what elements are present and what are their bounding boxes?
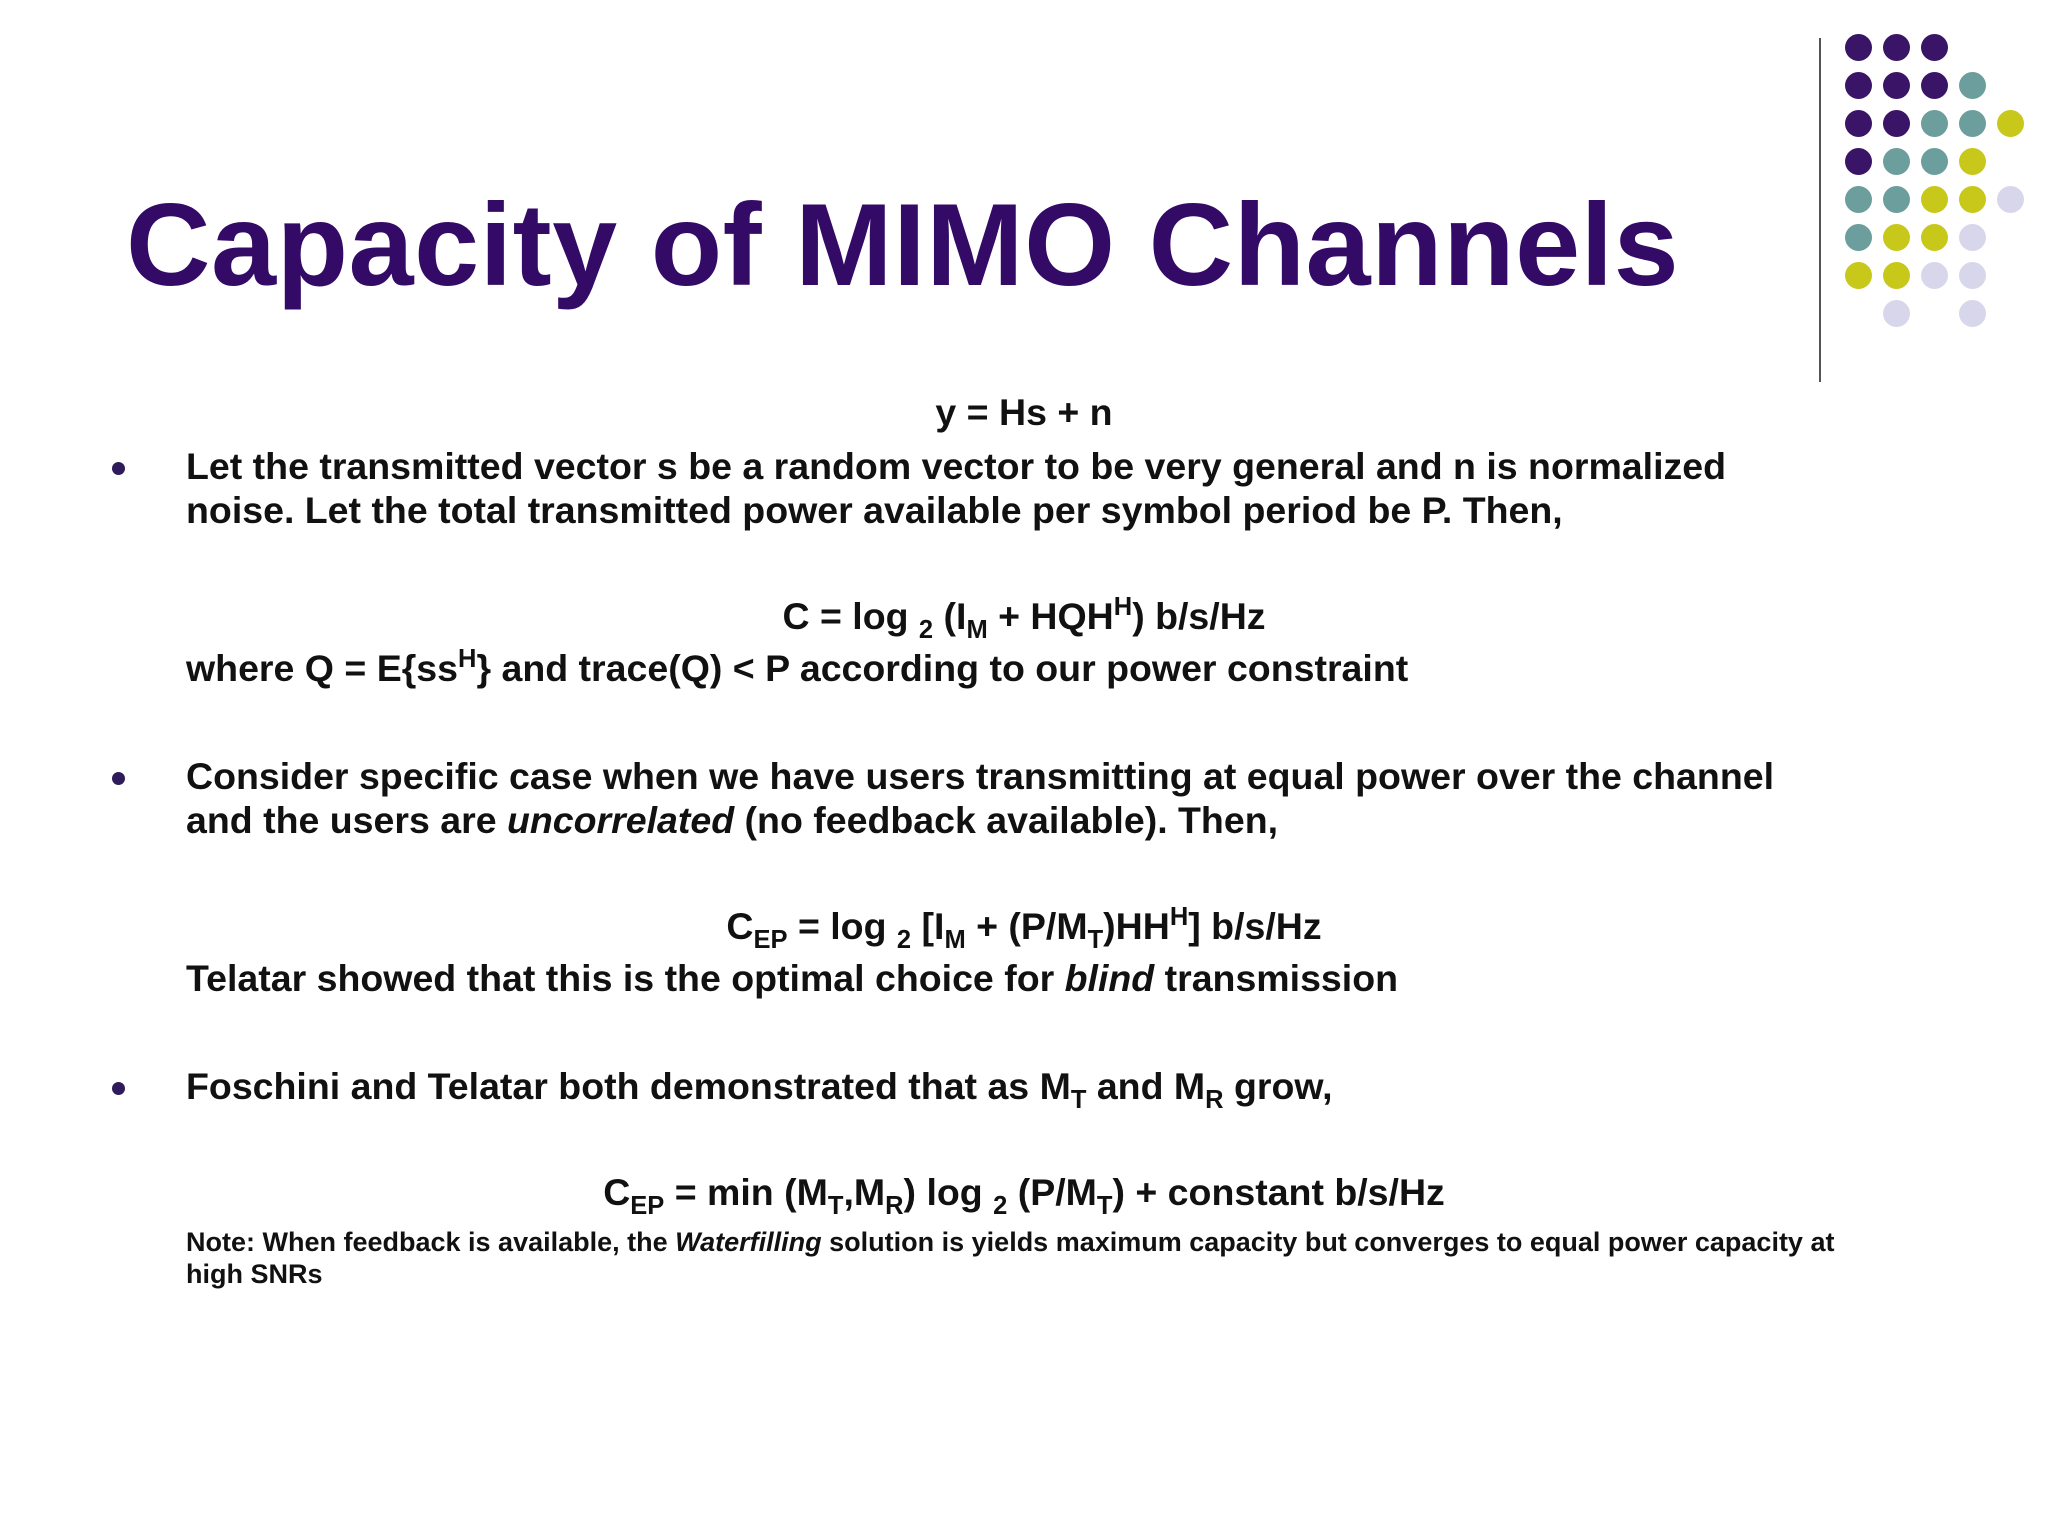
text-part: solution is yields maximum capacity but converges to equal power capacity at bbox=[821, 1227, 1835, 1257]
dot bbox=[1959, 110, 1986, 137]
dot bbox=[1845, 262, 1872, 289]
bullet-2-line-2 bbox=[186, 798, 1278, 842]
equation-asymptotic-capacity bbox=[0, 1170, 2048, 1220]
eq-part: ,M bbox=[843, 1171, 886, 1213]
dot bbox=[1997, 186, 2024, 213]
text-part: Note: When feedback is available, the bbox=[186, 1227, 676, 1257]
eq-part: ) + constant b/s/Hz bbox=[1112, 1171, 1445, 1213]
dot bbox=[1883, 110, 1910, 137]
text-part: where Q = E{ss bbox=[186, 647, 459, 689]
eq-part: + (P/M bbox=[965, 905, 1088, 947]
dot bbox=[1883, 224, 1910, 251]
eq-part: C bbox=[726, 905, 754, 947]
eq-subscript: T bbox=[1087, 925, 1104, 954]
eq-part: ] b/s/Hz bbox=[1188, 905, 1322, 947]
italic-text: Waterfilling bbox=[675, 1227, 822, 1257]
text-part: Foschini and Telatar both demonstrated that as M bbox=[186, 1065, 1071, 1107]
eq-part: + HQH bbox=[987, 595, 1114, 637]
dot bbox=[1845, 34, 1872, 61]
note-line-1 bbox=[186, 1226, 1834, 1258]
dot bbox=[1883, 186, 1910, 213]
equation-text: y = Hs + n bbox=[935, 391, 1113, 433]
eq-part: = min (M bbox=[664, 1171, 828, 1213]
eq-subscript: EP bbox=[753, 925, 788, 954]
where-clause bbox=[186, 646, 1408, 690]
eq-part: = log bbox=[787, 905, 897, 947]
bullet-marker bbox=[112, 772, 125, 785]
eq-subscript: 2 bbox=[918, 615, 934, 644]
italic-text: uncorrelated bbox=[506, 799, 735, 841]
dot bbox=[1845, 148, 1872, 175]
eq-subscript: 2 bbox=[993, 1191, 1008, 1220]
dot bbox=[1845, 110, 1872, 137]
dot bbox=[1921, 110, 1948, 137]
eq-subscript: M bbox=[944, 925, 966, 954]
subscript: R bbox=[1205, 1085, 1224, 1114]
equation-equal-power-capacity bbox=[0, 902, 2048, 954]
text-part: Telatar showed that this is the optimal choice for bbox=[186, 957, 1065, 999]
eq-subscript: 2 bbox=[896, 925, 912, 954]
dot bbox=[1997, 110, 2024, 137]
dot bbox=[1921, 72, 1948, 99]
bullet-marker bbox=[112, 1082, 125, 1095]
text-part: and the users are bbox=[186, 799, 507, 841]
note-line-2 bbox=[186, 1258, 323, 1290]
dot bbox=[1959, 300, 1986, 327]
bullet-marker bbox=[112, 462, 125, 475]
text-part: high SNRs bbox=[186, 1259, 323, 1289]
bullet-1-line-2 bbox=[186, 488, 1563, 532]
slide-title: Capacity of MIMO Channels bbox=[126, 179, 1680, 310]
dot bbox=[1959, 262, 1986, 289]
bullet-text: noise. Let the total transmitted power available per symbol period be P. Then, bbox=[186, 489, 1563, 531]
text-part: (no feedback available). Then, bbox=[734, 799, 1279, 841]
eq-subscript: R bbox=[885, 1191, 904, 1220]
telatar-statement bbox=[186, 956, 1398, 1000]
eq-part: C = log bbox=[782, 595, 919, 637]
dot bbox=[1883, 300, 1910, 327]
equation-signal-model bbox=[0, 390, 2048, 434]
text-part: } and trace(Q) < P according to our power constraint bbox=[476, 647, 1409, 689]
dot bbox=[1959, 186, 1986, 213]
dot bbox=[1883, 262, 1910, 289]
eq-subscript: EP bbox=[630, 1191, 665, 1220]
dot bbox=[1845, 72, 1872, 99]
text-part: and M bbox=[1086, 1065, 1206, 1107]
eq-part: (I bbox=[933, 595, 967, 637]
text-part: grow, bbox=[1223, 1065, 1333, 1107]
dot bbox=[1845, 224, 1872, 251]
dot bbox=[1959, 72, 1986, 99]
eq-superscript: H bbox=[1113, 592, 1133, 621]
dot bbox=[1959, 224, 1986, 251]
bullet-text: Let the transmitted vector s be a random vector to be very general and n is normalized bbox=[186, 445, 1727, 487]
dot bbox=[1883, 148, 1910, 175]
eq-superscript: H bbox=[1169, 902, 1189, 931]
equation-capacity bbox=[0, 592, 2048, 644]
bullet-2-line-1 bbox=[186, 754, 1774, 798]
text-part: transmission bbox=[1154, 957, 1399, 999]
dot bbox=[1921, 186, 1948, 213]
dot bbox=[1883, 72, 1910, 99]
eq-part: (P/M bbox=[1007, 1171, 1097, 1213]
eq-part: [I bbox=[911, 905, 945, 947]
dot bbox=[1959, 148, 1986, 175]
bullet-text: Consider specific case when we have users transmitting at equal power over the channel bbox=[186, 755, 1775, 797]
eq-part: ) b/s/Hz bbox=[1132, 595, 1266, 637]
italic-text: blind bbox=[1064, 957, 1155, 999]
dot bbox=[1921, 34, 1948, 61]
dot bbox=[1883, 34, 1910, 61]
bullet-1-line-1 bbox=[186, 444, 1726, 488]
eq-subscript: T bbox=[827, 1191, 844, 1220]
eq-part: C bbox=[603, 1171, 631, 1213]
divider-line bbox=[1819, 38, 1821, 382]
dot bbox=[1921, 224, 1948, 251]
dot bbox=[1921, 148, 1948, 175]
bullet-3-line-1 bbox=[186, 1064, 1333, 1114]
eq-part: )HH bbox=[1103, 905, 1170, 947]
eq-part: ) log bbox=[903, 1171, 994, 1213]
subscript: T bbox=[1070, 1085, 1087, 1114]
dot bbox=[1845, 186, 1872, 213]
eq-subscript: T bbox=[1096, 1191, 1113, 1220]
dot bbox=[1921, 262, 1948, 289]
superscript: H bbox=[458, 644, 477, 673]
eq-subscript: M bbox=[966, 615, 988, 644]
